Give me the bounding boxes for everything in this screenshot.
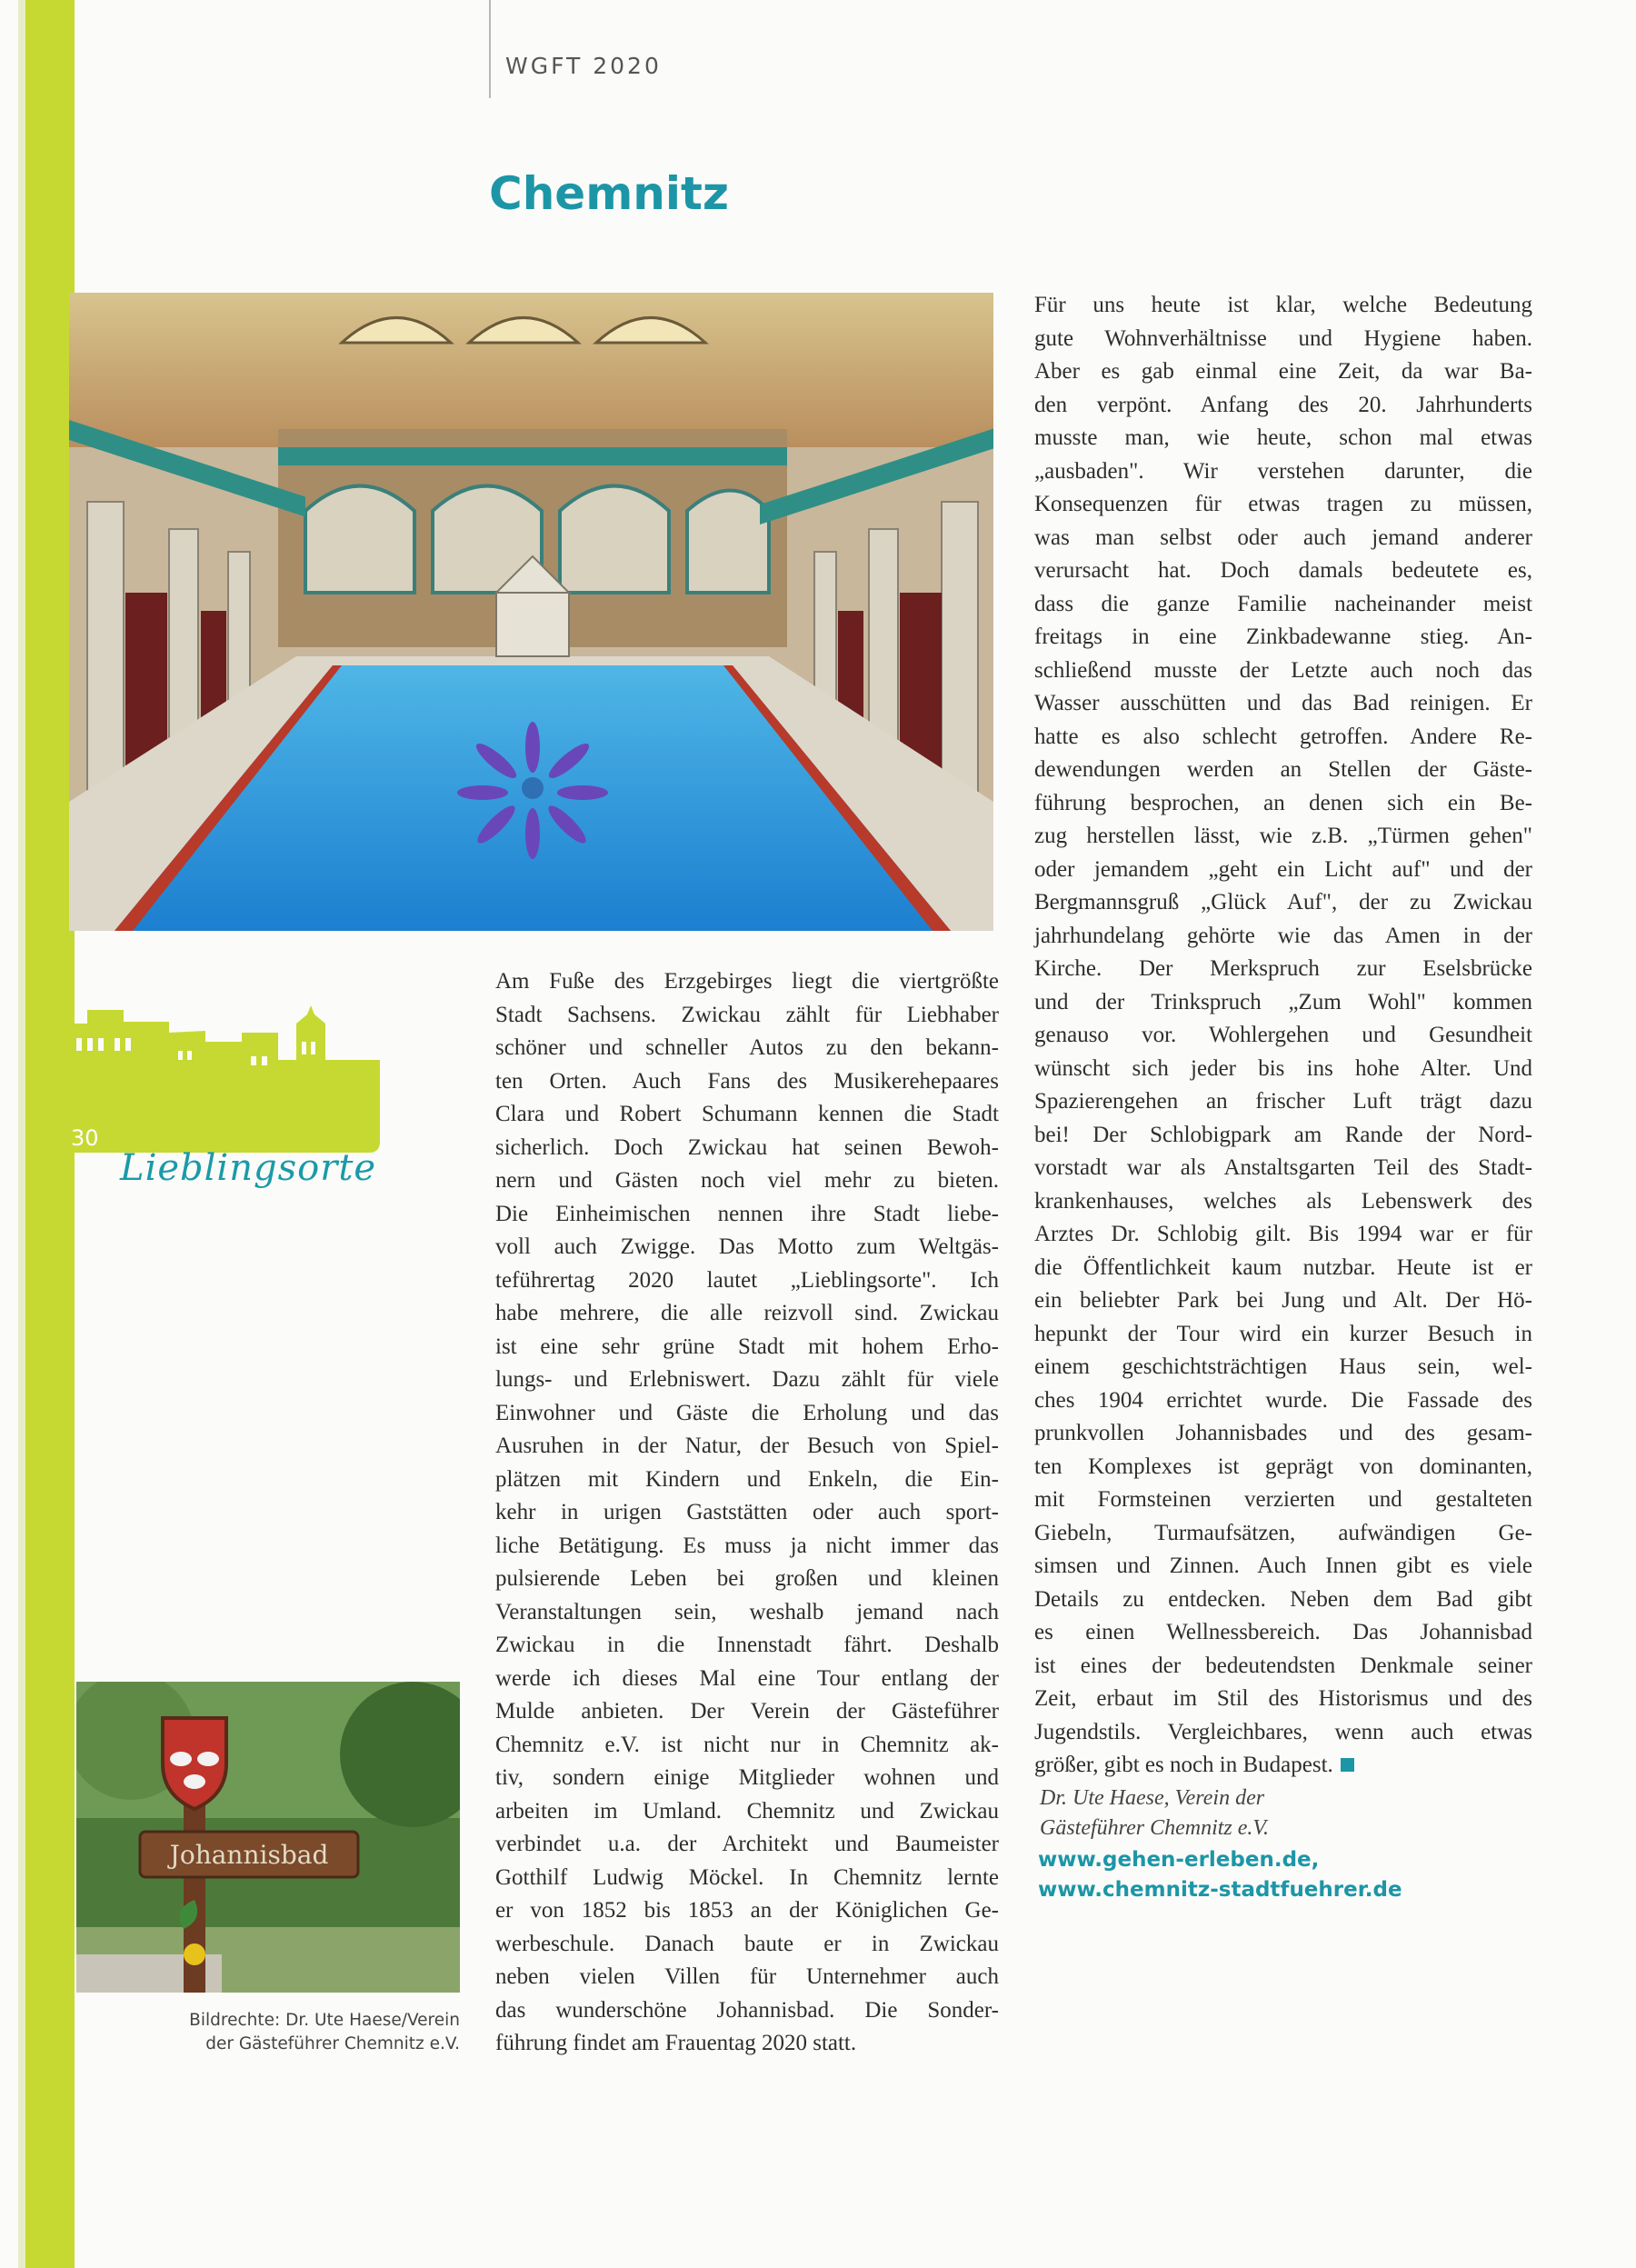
text-line: ist eines der bedeutendsten Denkmale seiner — [1034, 1653, 1532, 1678]
text-line: liche Betätigung. Es muss ja nicht immer das — [495, 1533, 999, 1558]
text-line: krankenhauses, welches als Lebenswerk des — [1034, 1188, 1532, 1214]
text-line: Die Einheimischen nennen ihre Stadt liebe- — [495, 1201, 999, 1226]
text-line: mit Formsteinen verzierten und gestalteten — [1034, 1487, 1532, 1512]
text-line: simsen und Zinnen. Auch Innen gibt es viele — [1034, 1554, 1532, 1578]
text-line: Bergmannsgruß „Glück Auf", der zu Zwickau — [1034, 890, 1532, 914]
author-credit — [1040, 1783, 1269, 1843]
article-text-left — [495, 965, 999, 2061]
text-line: „ausbaden". Wir verstehen darunter, die — [1034, 458, 1532, 484]
author-line: Dr. Ute Haese, Verein der — [1040, 1786, 1265, 1810]
page-edge — [18, 0, 25, 2268]
text-line: sicherlich. Doch Zwickau hat seinen Bewoh- — [495, 1134, 999, 1160]
text-line: führung besprochen, an denen sich ein Be- — [1034, 790, 1532, 815]
photo-caption — [145, 2009, 460, 2056]
section-label: Lieblingsorte — [120, 1147, 377, 1189]
text-line: ten Komplexes ist geprägt von dominanten, — [1034, 1454, 1532, 1479]
text-line: arbeiten im Umland. Chemnitz und Zwickau — [495, 1798, 999, 1823]
article-text-right — [1034, 289, 1532, 1783]
text-line: Gotthilf Ludwig Möckel. In Chemnitz lernte — [495, 1864, 999, 1890]
text-line: genauso vor. Wohlergehen und Gesundheit — [1034, 1023, 1532, 1047]
text-line: führung findet am Frauentag 2020 statt. — [495, 2031, 857, 2055]
text-line: jahrhundelang gehörte wie das Amen in der — [1034, 923, 1532, 948]
text-line: vorstadt war als Anstaltsgarten Teil des Stadt- — [1034, 1155, 1532, 1180]
text-line: Aber es gab einmal eine Zeit, da war Ba- — [1034, 359, 1532, 384]
text-line: Konsequenzen für etwas tragen zu müssen, — [1034, 492, 1532, 516]
text-line: die Öffentlichkeit kaum nutzbar. Heute ist er — [1034, 1254, 1532, 1280]
text-line: Ausruhen in der Natur, der Besuch von Spiel- — [495, 1434, 999, 1458]
text-line: Einwohner und Gäste die Erholung und das — [495, 1400, 999, 1425]
text-line: werde ich dieses Mal eine Tour entlang der — [495, 1665, 999, 1691]
text-line: Wasser ausschütten und das Bad reinigen. Er — [1034, 691, 1532, 715]
text-line: ein beliebter Park bei Jung und Alt. Der Hö- — [1034, 1288, 1532, 1313]
text-line: er von 1852 bis 1853 an der Königlichen Ge- — [495, 1898, 999, 1923]
text-line: kehr in urigen Gaststätten oder auch sport- — [495, 1500, 999, 1524]
text-line: Veranstaltungen sein, weshalb jemand nach — [495, 1599, 999, 1624]
text-line: wünscht sich jeder bis ins hohe Alter. Und — [1034, 1055, 1532, 1081]
text-line: pulsierende Leben bei großen und kleinen — [495, 1566, 999, 1591]
text-line: freitags in eine Zinkbadewanne stieg. An- — [1034, 624, 1532, 649]
header-divider — [489, 0, 491, 98]
text-line: oder jemandem „geht ein Licht auf" und der — [1034, 856, 1532, 882]
text-line: plätzen mit Kindern und Enkeln, die Ein- — [495, 1466, 999, 1492]
text-line: musste man, wie heute, schon mal etwas — [1034, 425, 1532, 450]
text-line: hepunkt der Tour wird ein kurzer Besuch in — [1034, 1321, 1532, 1346]
text-line: ten Orten. Auch Fans des Musikerehepaares — [495, 1068, 999, 1094]
text-line: es einen Wellnessbereich. Das Johannisbad — [1034, 1620, 1532, 1644]
text-line: das wunderschöne Johannisbad. Die Sonder- — [495, 1997, 999, 2023]
text-line: verursacht hat. Doch damals bedeutete es, — [1034, 558, 1532, 583]
text-line: Jugendstils. Vergleichbares, wenn auch etwas — [1034, 1719, 1532, 1744]
link-chemnitz-stadtfuehrer[interactable]: www.chemnitz-stadtfuehrer.de — [1038, 1878, 1402, 1902]
text-line: und der Trinkspruch „Zum Wohl" kommen — [1034, 989, 1532, 1014]
author-line: Gästeführer Chemnitz e.V. — [1040, 1816, 1269, 1840]
lieblingsorte-tab — [69, 1005, 380, 1162]
text-line: einem geschichtsträchtigen Haus sein, wel- — [1034, 1354, 1532, 1379]
text-line: Stadt Sachsens. Zwickau zählt für Liebhaber — [495, 1002, 999, 1027]
link-gehen-erleben[interactable]: www.gehen-erleben.de, — [1038, 1848, 1320, 1872]
text-line: nern und Gästen noch viel mehr zu bieten. — [495, 1168, 999, 1193]
end-marker-icon — [1341, 1758, 1354, 1772]
text-line: ches 1904 errichtet wurde. Die Fassade des — [1034, 1387, 1532, 1413]
text-line: teführertag 2020 lautet „Lieblingsorte". Ich — [495, 1267, 999, 1293]
swimming-hall-illustration — [69, 293, 993, 931]
text-line: bei! Der Schlobigpark am Rande der Nord- — [1034, 1122, 1532, 1147]
text-line: Für uns heute ist klar, welche Bedeutung — [1034, 293, 1532, 317]
text-line: dass die ganze Familie nacheinander meist — [1034, 591, 1532, 616]
text-line: neben vielen Villen für Unternehmer auch — [495, 1964, 999, 1989]
text-line: werbeschule. Danach baute er in Zwickau — [495, 1931, 999, 1956]
text-line: dewendungen werden an Stellen der Gäste- — [1034, 757, 1532, 782]
hero-image-swimming-hall — [69, 293, 993, 931]
text-line: ist eine sehr grüne Stadt mit hohem Erho- — [495, 1334, 999, 1359]
text-line: verbindet u.a. der Architekt und Baumeister — [495, 1832, 999, 1856]
caption-line: Bildrechte: Dr. Ute Haese/Verein — [189, 2011, 460, 2030]
text-line: größer, gibt es noch in Budapest. — [1034, 1749, 1532, 1783]
text-line: den verpönt. Anfang des 20. Jahrhunderts — [1034, 392, 1532, 417]
text-line: schließend musste der Letzte auch noch das — [1034, 657, 1532, 683]
text-line: prunkvollen Johannisbades und des gesam- — [1034, 1421, 1532, 1445]
text-line: zug herstellen lässt, wie z.B. „Türmen gehen" — [1034, 824, 1532, 848]
page-title: Chemnitz — [489, 167, 730, 220]
skyline-graphic — [69, 1005, 380, 1162]
johannisbad-sign-illustration — [76, 1682, 460, 1993]
caption-line: der Gästeführer Chemnitz e.V. — [205, 2034, 460, 2053]
text-line: hatte es also schlecht getroffen. Andere Re- — [1034, 724, 1532, 749]
text-line: Arztes Dr. Schlobig gilt. Bis 1994 war er für — [1034, 1222, 1532, 1246]
text-line: Spazierengehen an frischer Luft trägt dazu — [1034, 1089, 1532, 1114]
page-number: 30 — [71, 1125, 99, 1151]
text-line: schöner und schneller Autos zu den bekann- — [495, 1035, 999, 1060]
text-line: Giebeln, Turmaufsätzen, aufwändigen Ge- — [1034, 1520, 1532, 1545]
photo-johannisbad-sign — [76, 1682, 460, 1993]
text-line: Kirche. Der Merkspruch zur Eselsbrücke — [1034, 956, 1532, 981]
text-line: habe mehrere, die alle reizvoll sind. Zwickau — [495, 1301, 999, 1325]
text-line: Chemnitz e.V. ist nicht nur in Chemnitz ak- — [495, 1732, 999, 1757]
text-line: Clara und Robert Schumann kennen die Stadt — [495, 1102, 999, 1126]
header-label: WGFT 2020 — [505, 53, 662, 79]
text-line: Zwickau in die Innenstadt fährt. Deshalb — [495, 1633, 999, 1657]
text-line: Mulde anbieten. Der Verein der Gästeführer — [495, 1699, 999, 1723]
text-line: voll auch Zwigge. Das Motto zum Weltgäs- — [495, 1234, 999, 1259]
sign-text: Johannisbad — [169, 1840, 329, 1870]
text-line: Details zu entdecken. Neben dem Bad gibt — [1034, 1586, 1532, 1612]
text-line: lungs- und Erlebniswert. Dazu zählt für viele — [495, 1367, 999, 1392]
text-line: Am Fuße des Erzgebirges liegt die viertgrößte — [495, 969, 999, 994]
green-side-bar — [25, 0, 75, 2268]
text-line: Zeit, erbaut im Stil des Historismus und des — [1034, 1686, 1532, 1711]
text-line: gute Wohnverhältnisse und Hygiene haben. — [1034, 325, 1532, 351]
text-line: tiv, sondern einige Mitglieder wohnen und — [495, 1765, 999, 1790]
text-line: was man selbst oder auch jemand anderer — [1034, 525, 1532, 550]
links-block — [1038, 1845, 1402, 1905]
